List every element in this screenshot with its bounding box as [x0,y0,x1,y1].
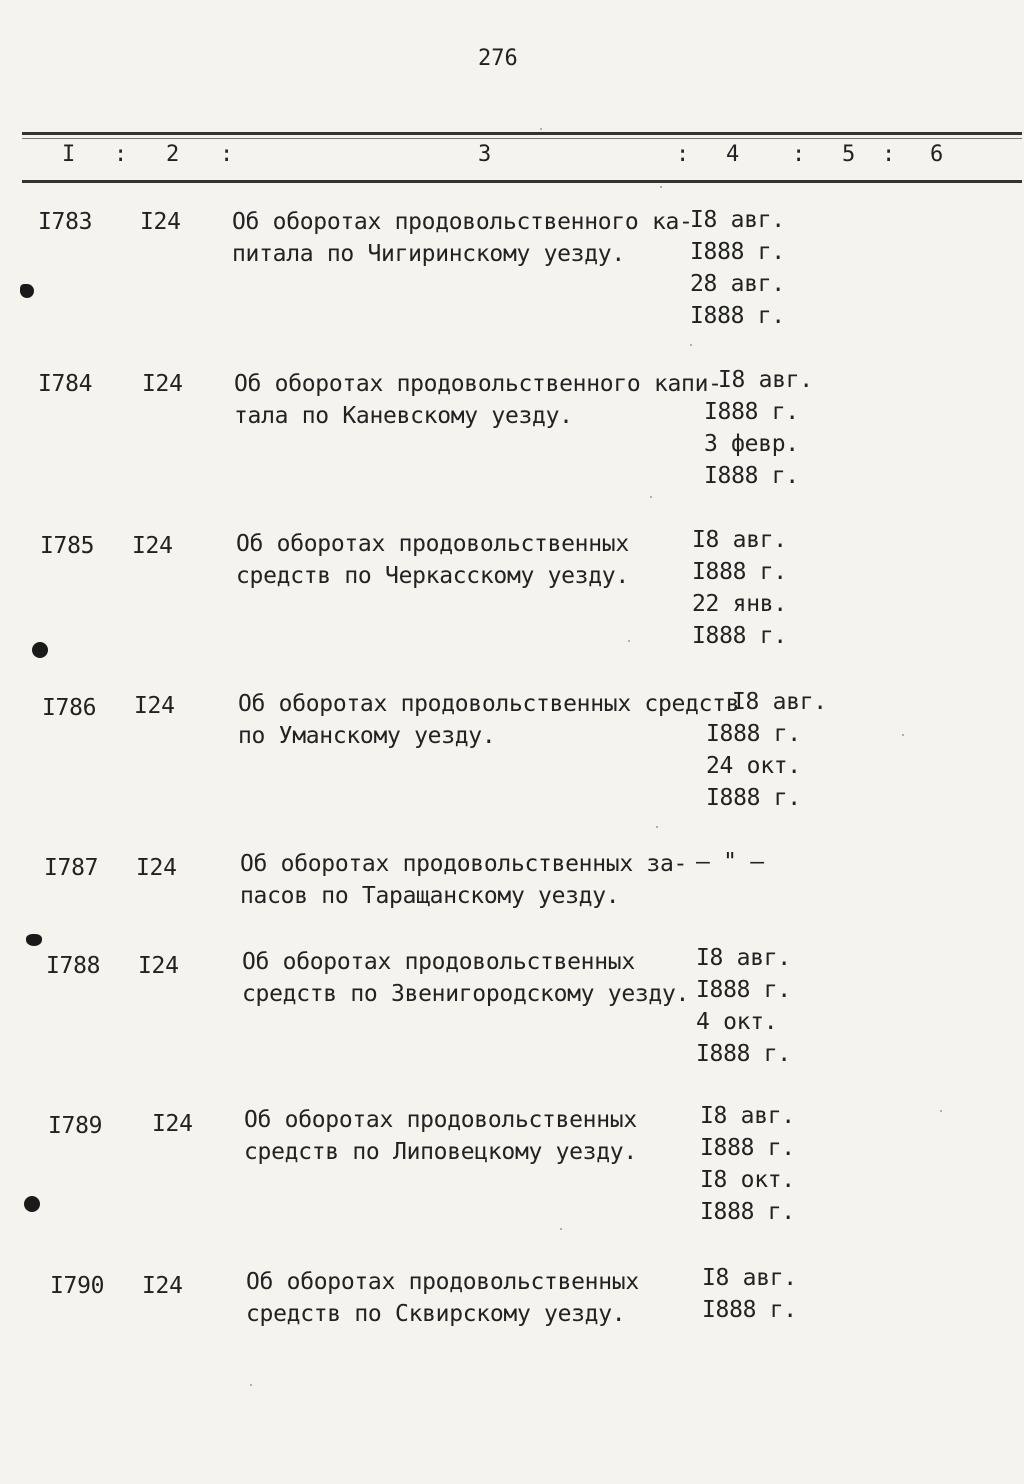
header-col-6: 6 [930,142,944,167]
row-dates: I8 авг. I888 г. 24 окт. I888 г. [706,689,827,811]
header-col-4: 4 [726,142,740,167]
row-number: I783 [38,209,93,235]
row-description: Об оборотах продовольственных средств по Уманскому уезду. [238,691,740,749]
header-sep-3: : [676,142,690,167]
row-col2: I24 [142,1273,183,1299]
scan-speck [560,1228,562,1230]
header-bottom-rule [22,180,1022,183]
header-sep-1: : [114,142,128,167]
row-number: I788 [46,953,101,979]
row-col2: I24 [136,855,177,881]
scan-speck [940,1110,942,1112]
header-sep-5: : [882,142,896,167]
header-col-3: 3 [478,142,492,167]
row-dates: I8 авг. I888 г. 22 янв. I888 г. [692,527,787,649]
row-dates: I8 авг. I888 г. I8 окт. I888 г. [700,1103,795,1225]
scan-speck [656,826,658,828]
header-top-rule [22,132,1022,135]
hole-mark [20,284,34,298]
row-dates: I8 авг. I888 г. 28 авг. I888 г. [690,207,785,329]
row-number: I784 [38,371,93,397]
row-col2: I24 [138,953,179,979]
row-description: Об оборотах продовольственных средств по Липовецкому уезду. [244,1107,637,1165]
row-dates: I8 авг. I888 г. 4 окт. I888 г. [696,945,791,1067]
header-sep-4: : [792,142,806,167]
scan-speck [628,640,630,642]
scan-speck [650,496,652,498]
row-description: Об оборотах продовольственных средств по Черкасскому уезду. [236,531,629,589]
row-number: I790 [50,1273,105,1299]
row-dates: I8 авг. I888 г. [702,1265,797,1323]
row-number: I786 [42,695,97,721]
row-col2: I24 [152,1111,193,1137]
scan-speck [902,734,904,736]
row-dates: – " – [696,849,764,875]
row-number: I789 [48,1113,103,1139]
header-col-5: 5 [842,142,856,167]
scan-speck [540,128,542,130]
hole-mark [26,934,42,946]
header-col-1: I [62,142,76,167]
row-description: Об оборотах продовольственных средств по Сквирскому уезду. [246,1269,639,1327]
page-number: 276 [478,46,518,71]
hole-mark [32,642,48,658]
row-dates: I8 авг. I888 г. 3 февр. I888 г. [704,367,813,489]
row-number: I785 [40,533,95,559]
row-description: Об оборотах продовольственного ка- питала по Чигиринскому уезду. [232,209,693,267]
row-col2: I24 [140,209,181,235]
header-top-rule-thin [22,138,1022,139]
row-description: Об оборотах продовольственного капи- тала по Каневскому уезду. [234,371,722,429]
row-col2: I24 [142,371,183,397]
scan-speck [690,344,692,346]
row-description: Об оборотах продовольственных за- пасов по Таращанскому уезду. [240,851,688,909]
row-col2: I24 [132,533,173,559]
row-number: I787 [44,855,99,881]
scan-speck [250,1384,252,1386]
header-col-2: 2 [166,142,180,167]
hole-mark [24,1196,40,1212]
header-sep-2: : [220,142,234,167]
scan-speck [660,186,662,188]
row-description: Об оборотах продовольственных средств по Звенигородскому уезду. [242,949,690,1007]
row-col2: I24 [134,693,175,719]
